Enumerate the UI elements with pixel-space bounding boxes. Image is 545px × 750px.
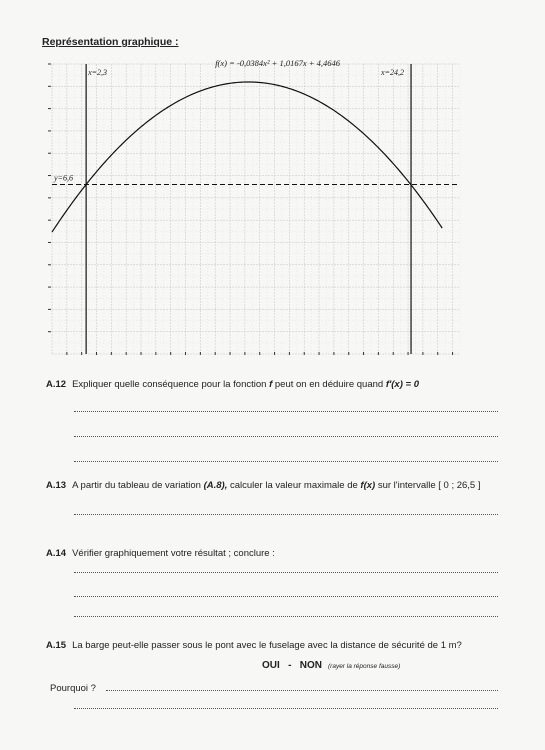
function-label: f(x) = -0,0384x² + 1,0167x + 4,4646 <box>215 58 341 69</box>
function-curve <box>52 82 442 232</box>
question-a15 <box>46 640 462 651</box>
function-graph <box>38 58 468 358</box>
graph-grid <box>52 64 460 354</box>
question-text: Expliquer quelle conséquence pour la fonction <box>72 379 270 390</box>
yes-no-choice[interactable] <box>262 660 400 671</box>
question-number: A.13 <box>46 480 67 491</box>
reference: (A.8), <box>203 480 228 491</box>
choice-options[interactable]: OUI - NON <box>262 660 322 671</box>
answer-line[interactable] <box>106 690 498 691</box>
question-a14 <box>46 548 275 559</box>
answer-line[interactable] <box>74 616 498 617</box>
question-number: A.12 <box>46 379 67 390</box>
question-number: A.14 <box>46 548 67 559</box>
vertical-line-label: x=24,2 <box>381 68 404 77</box>
vertical-line-label: x=2,3 <box>88 68 108 77</box>
answer-line[interactable] <box>74 411 498 412</box>
section-title: Représentation graphique : <box>42 36 179 48</box>
function-name: f(x) <box>360 480 376 491</box>
horizontal-line-label: y=6,6 <box>54 173 73 183</box>
question-text: A partir du tableau de variation <box>72 480 204 491</box>
condition: f'(x) = 0 <box>385 379 419 390</box>
question-text: Vérifier graphiquement votre résultat ; conclure : <box>72 548 275 559</box>
choice-note: (rayer la réponse fausse) <box>328 663 401 670</box>
function-name: f <box>269 379 273 390</box>
answer-line[interactable] <box>74 461 498 462</box>
answer-line[interactable] <box>74 596 498 597</box>
question-a12 <box>46 379 419 390</box>
question-number: A.15 <box>46 640 67 651</box>
question-text-2: calculer la valeur maximale de <box>227 480 361 491</box>
answer-line[interactable] <box>74 514 498 515</box>
answer-line[interactable] <box>74 708 498 709</box>
question-a13 <box>46 480 481 491</box>
question-text-2: peut on en déduire quand <box>272 379 386 390</box>
question-text: La barge peut-elle passer sous le pont avec le fuselage avec la distance de sécurité de 1 m? <box>72 640 462 651</box>
answer-line[interactable] <box>74 436 498 437</box>
question-text-3: sur l'intervalle [ 0 ; 26,5 ] <box>375 480 481 491</box>
pourquoi-label: Pourquoi ? <box>50 683 96 694</box>
graph-marks <box>48 58 460 355</box>
answer-line[interactable] <box>74 572 498 573</box>
